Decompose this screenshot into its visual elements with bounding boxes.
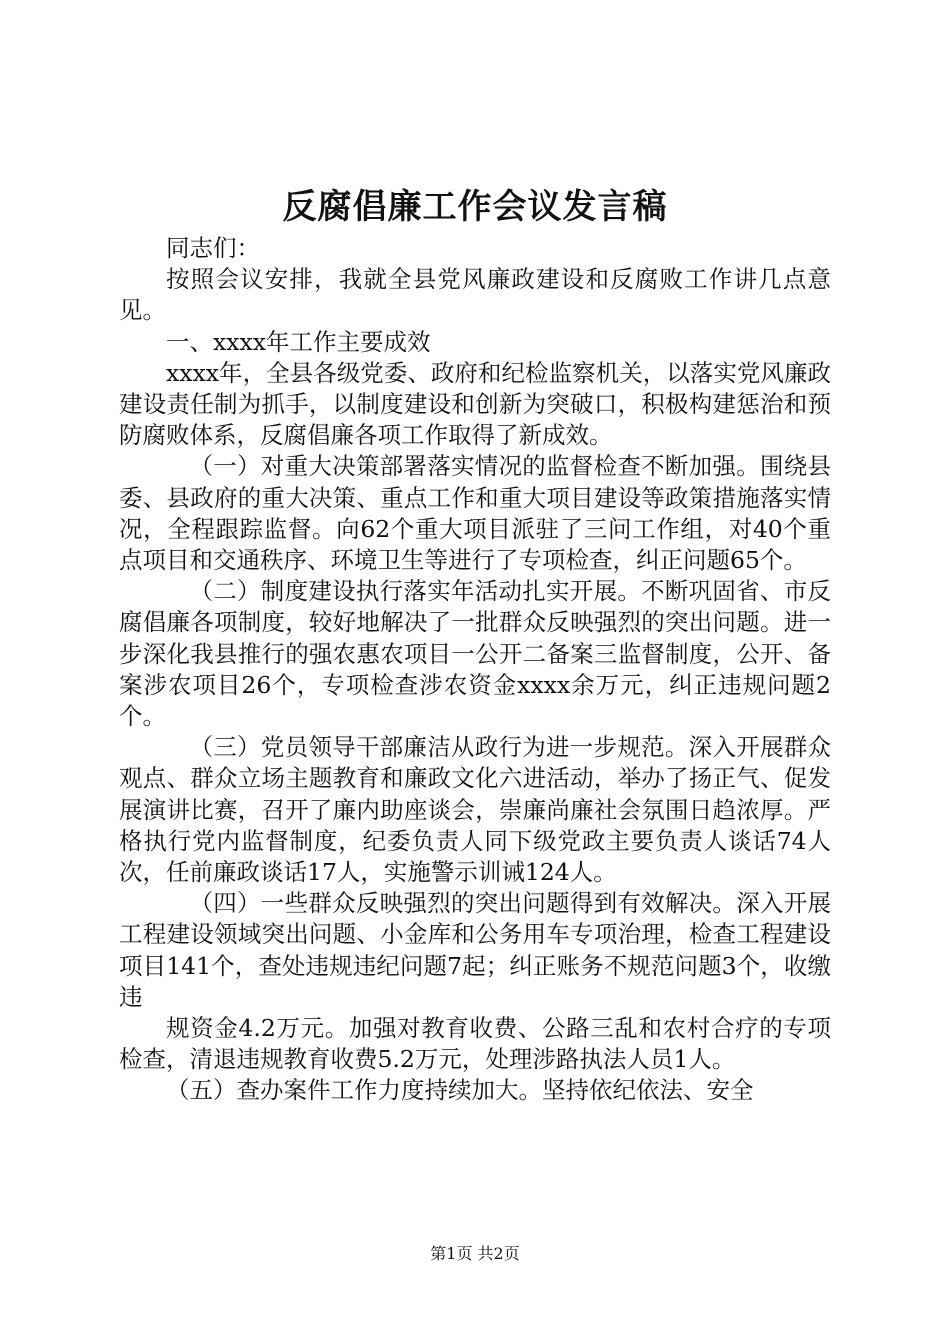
paragraph: 规资金4.2万元。加强对教育收费、公路三乱和农村合疗的专项检查，清退违规教育收费5.2万元，处理涉路执法人员1人。 bbox=[119, 1014, 831, 1074]
paragraph: （三）党员领导干部廉洁从政行为进一步规范。深入开展群众观点、群众立场主题教育和廉政文化六进活动，举办了扬正气、促发展演讲比赛，召开了廉内助座谈会，崇廉尚廉社会氛围日趋浓厚。严格执行党内监督制度，纪委负责人同下级党政主要负责人谈话74人次，任前廉政谈话17人，实施警示训诫124人。 bbox=[119, 733, 831, 887]
document-body bbox=[119, 233, 831, 1107]
salutation: 同志们： bbox=[166, 234, 260, 262]
document-title: 反腐倡廉工作会议发言稿 bbox=[282, 187, 668, 227]
page-footer: 第1页 共2页 bbox=[430, 1244, 520, 1263]
paragraph: （二）制度建设执行落实年活动扎实开展。不断巩固省、市反腐倡廉各项制度，较好地解决了一批群众反映强烈的突出问题。进一步深化我县推行的强农惠农项目一公开二备案三监督制度，公开、备案涉农项目26个，专项检查涉农资金xxxx余万元，纠正违规问题2个。 bbox=[119, 577, 831, 731]
paragraph: （一）对重大决策部署落实情况的监督检查不断加强。围绕县委、县政府的重大决策、重点工作和重大项目建设等政策措施落实情况，全程跟踪监督。向62个重大项目派驻了三问工作组，对40个重点项目和交通秩序、环境卫生等进行了专项检查，纠正问题65个。 bbox=[119, 452, 831, 575]
paragraph: （五）查办案件工作力度持续加大。坚持依纪依法、安全 bbox=[166, 1076, 754, 1105]
paragraph: （四）一些群众反映强烈的突出问题得到有效解决。深入开展工程建设领域突出问题、小金库和公务用车专项治理，检查工程建设项目141个，查处违规违纪问题7起；纠正账务不规范问题3个，收缴违 bbox=[119, 889, 831, 1011]
section-heading: 一、xxxx年工作主要成效 bbox=[166, 327, 431, 356]
paragraph: 按照会议安排，我就全县党风廉政建设和反腐败工作讲几点意见。 bbox=[119, 265, 831, 325]
paragraph: xxxx年，全县各级党委、政府和纪检监察机关，以落实党风廉政建设责任制为抓手，以制度建设和创新为突破口，积极构建惩治和预防腐败体系，反腐倡廉各项工作取得了新成效。 bbox=[119, 358, 831, 450]
